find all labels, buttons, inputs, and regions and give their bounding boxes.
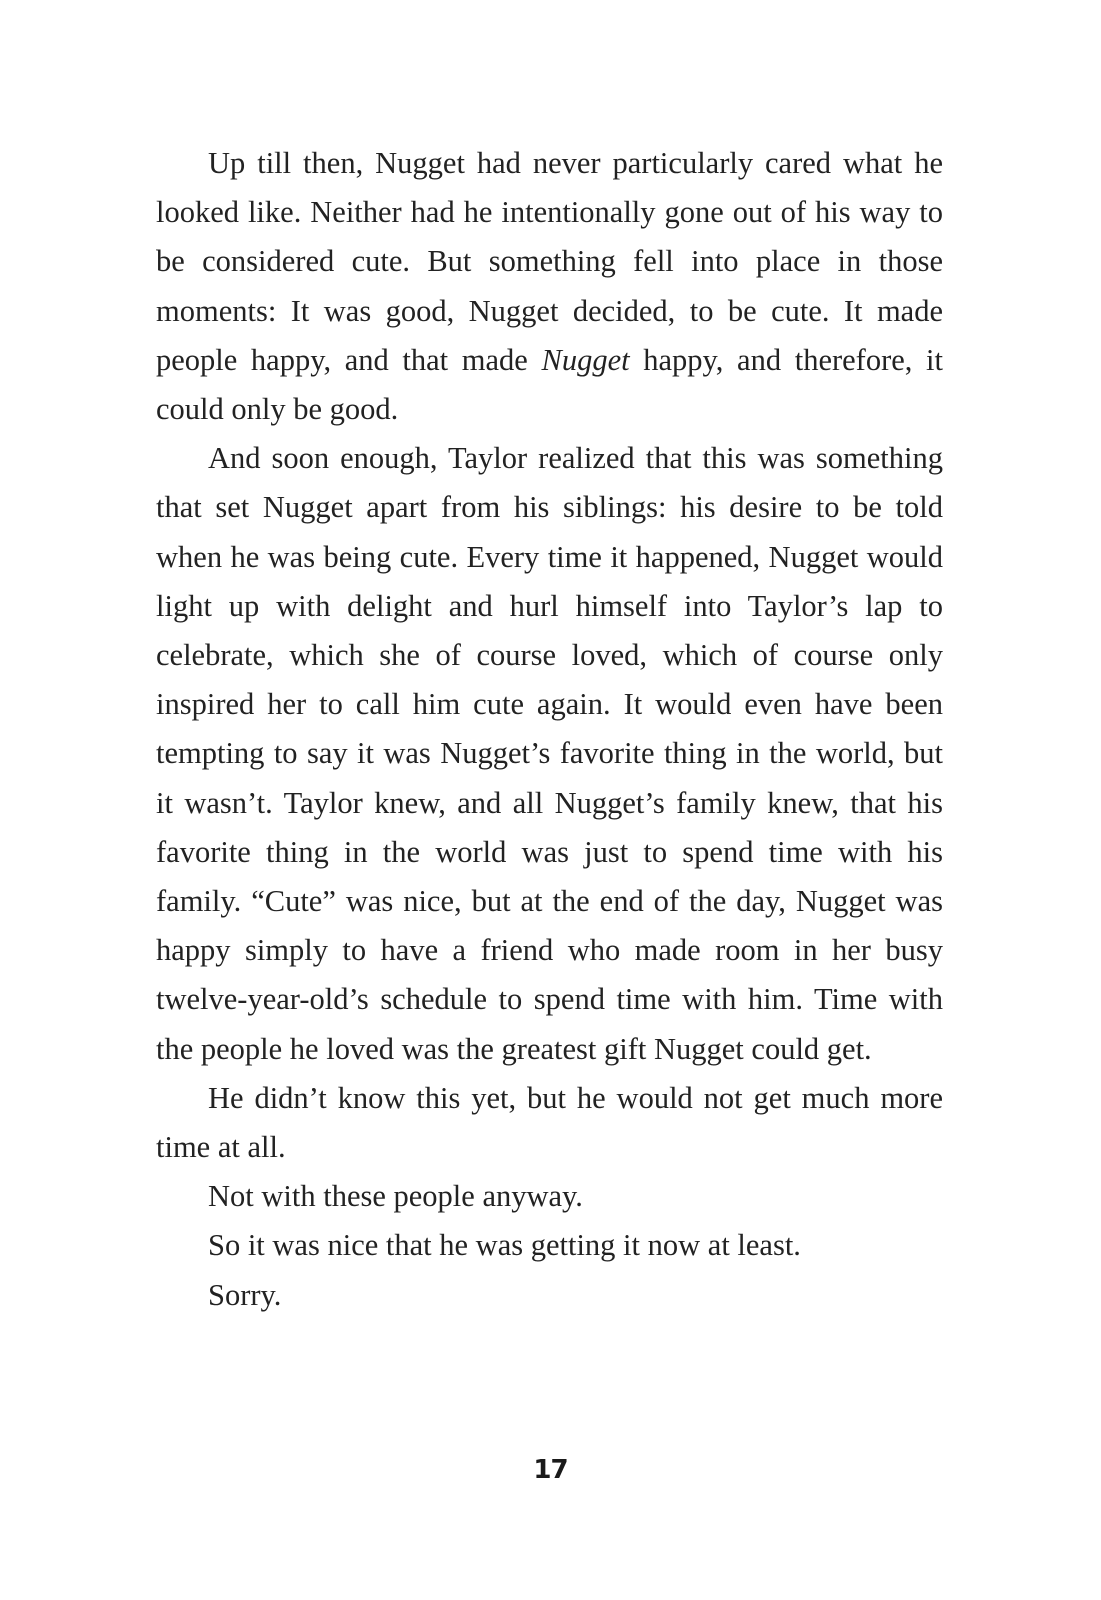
paragraph-1 [156, 139, 943, 434]
body-text [156, 139, 943, 1320]
paragraph-1-emphasis: Nugget [541, 342, 630, 377]
paragraph-6: Sorry. [208, 1277, 282, 1312]
paragraph-1-after: happy, and therefore, it could only be good. [156, 342, 943, 427]
page-number: 17 [533, 1455, 568, 1485]
paragraph-4: Not with these people anyway. [208, 1179, 583, 1214]
paragraph-2: And soon enough, Taylor realized that this was something that set Nugget apart from his siblings: his desire to be told when he was being cute. Every time it happened, Nugget would light up with delight and hurl himself into Taylor’s lap to celebrate, which she of course loved, which of course only inspired her to call him cute again. It would even have been tempting to say it was Nugget’s favorite thing in the world, but it wasn’t. Taylor knew, and all Nugget’s family knew, that his favorite thing in the world was just to spend time with his family. “Cute” was nice, but at the end of the day, Nugget was happy simply to have a friend who made room in her busy twelve-year-old’s schedule to spend time with him. Time with the people he loved was the greatest gift Nugget could get. [156, 441, 943, 1066]
paragraph-5: So it was nice that he was getting it now at least. [208, 1228, 801, 1263]
paragraph-3: He didn’t know this yet, but he would not get much more time at all. [156, 1080, 943, 1165]
paragraph-1-before: Up till then, Nugget had never particularly cared what he looked like. Neither had he intentionally gone out of his way to be considered cute. But something fell into place in those moments: It was good, Nugget decided, to be cute. It made people happy, and that made [156, 146, 943, 377]
